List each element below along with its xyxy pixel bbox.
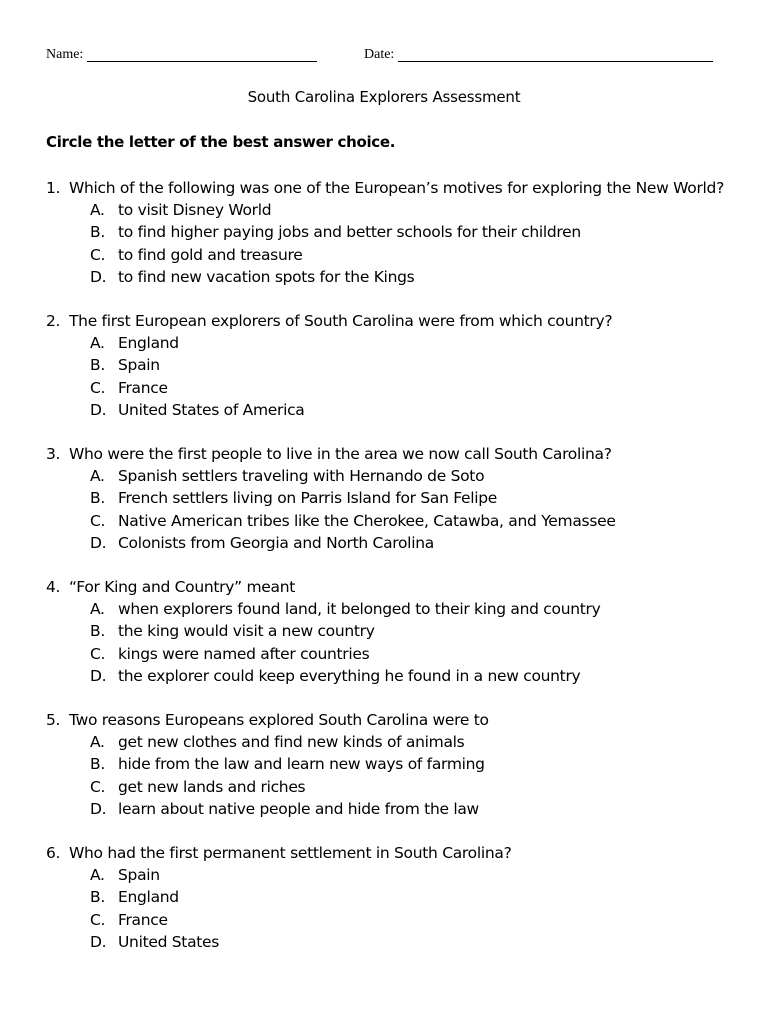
name-field[interactable]	[46, 45, 317, 65]
answer-choice[interactable]	[46, 266, 736, 288]
question-text: Which of the following was one of the European’s motives for exploring the New World?	[69, 179, 725, 197]
answer-choices	[46, 465, 736, 554]
answer-choice[interactable]	[46, 399, 736, 421]
choice-letter[interactable]: A.	[90, 600, 105, 619]
instructions: Circle the letter of the best answer choice.	[46, 133, 396, 151]
choice-text: France	[118, 910, 168, 929]
question-5	[46, 709, 736, 820]
choice-letter[interactable]: D.	[90, 932, 107, 951]
choice-text: England	[118, 888, 179, 907]
question-3	[46, 443, 736, 554]
answer-choice[interactable]	[46, 886, 736, 908]
date-blank-line[interactable]	[398, 47, 713, 62]
choice-letter[interactable]: B.	[90, 223, 105, 242]
answer-choice[interactable]	[46, 510, 736, 532]
date-label: Date:	[364, 47, 395, 62]
choice-letter[interactable]: B.	[90, 489, 105, 508]
question-text: Who had the first permanent settlement in South Carolina?	[69, 844, 512, 863]
choice-text: England	[118, 334, 179, 353]
choice-letter[interactable]: C.	[90, 245, 106, 264]
question-stem	[46, 576, 736, 598]
choice-text: the king would visit a new country	[118, 622, 375, 641]
choice-letter[interactable]: D.	[90, 666, 107, 685]
choice-text: kings were named after countries	[118, 644, 370, 663]
page-title: South Carolina Explorers Assessment	[247, 88, 521, 106]
choice-text: to visit Disney World	[118, 201, 272, 220]
choice-letter[interactable]: B.	[90, 356, 105, 375]
question-stem	[46, 177, 736, 199]
choice-text: United States	[118, 932, 220, 951]
question-stem	[46, 709, 736, 731]
choice-text: Spain	[118, 356, 160, 375]
name-blank-line[interactable]	[87, 47, 317, 62]
answer-choice[interactable]	[46, 244, 736, 266]
question-1	[46, 177, 736, 288]
answer-choices	[46, 332, 736, 421]
choice-text: to find gold and treasure	[118, 245, 303, 264]
choice-text: when explorers found land, it belonged to their king and country	[118, 600, 601, 619]
question-list	[46, 177, 736, 975]
choice-text: to find higher paying jobs and better schools for their children	[118, 223, 581, 242]
choice-letter[interactable]: C.	[90, 910, 106, 929]
question-6	[46, 842, 736, 953]
choice-letter[interactable]: C.	[90, 378, 106, 397]
answer-choice[interactable]	[46, 332, 736, 354]
answer-choices	[46, 731, 736, 820]
question-number: 3.	[46, 445, 61, 464]
question-stem	[46, 842, 736, 864]
answer-choices	[46, 199, 736, 288]
choice-text: Spanish settlers traveling with Hernando de Soto	[118, 467, 485, 486]
choice-letter[interactable]: A.	[90, 201, 105, 220]
choice-letter[interactable]: D.	[90, 799, 107, 818]
choice-letter[interactable]: D.	[90, 533, 107, 552]
choice-letter[interactable]: A.	[90, 467, 105, 486]
worksheet-header	[46, 45, 736, 65]
choice-letter[interactable]: B.	[90, 888, 105, 907]
choice-letter[interactable]: C.	[90, 644, 106, 663]
question-number: 5.	[46, 711, 61, 730]
choice-letter[interactable]: C.	[90, 777, 106, 796]
choice-text: Native American tribes like the Cherokee, Catawba, and Yemassee	[118, 511, 616, 530]
choice-text: United States of America	[118, 400, 305, 419]
question-number: 1.	[46, 179, 61, 197]
choice-text: France	[118, 378, 168, 397]
question-text: Two reasons Europeans explored South Carolina were to	[69, 711, 489, 730]
choice-text: get new clothes and find new kinds of animals	[118, 733, 465, 752]
choice-letter[interactable]: B.	[90, 755, 105, 774]
answer-choice[interactable]	[46, 199, 736, 221]
answer-choice[interactable]	[46, 598, 736, 620]
question-text: The first European explorers of South Carolina were from which country?	[69, 312, 613, 331]
question-stem	[46, 310, 736, 332]
answer-choice[interactable]	[46, 620, 736, 642]
answer-choice[interactable]	[46, 665, 736, 687]
answer-choices	[46, 864, 736, 953]
choice-text: French settlers living on Parris Island for San Felipe	[118, 489, 498, 508]
question-text: “For King and Country” meant	[69, 578, 296, 597]
answer-choice[interactable]	[46, 909, 736, 931]
choice-text: learn about native people and hide from the law	[118, 799, 479, 818]
date-field[interactable]	[364, 45, 713, 65]
choice-letter[interactable]: A.	[90, 334, 105, 353]
choice-letter[interactable]: C.	[90, 511, 106, 530]
choice-letter[interactable]: D.	[90, 267, 107, 286]
answer-choice[interactable]	[46, 931, 736, 953]
choice-letter[interactable]: A.	[90, 866, 105, 885]
question-text: Who were the first people to live in the area we now call South Carolina?	[69, 445, 612, 464]
answer-choice[interactable]	[46, 776, 736, 798]
answer-choice[interactable]	[46, 864, 736, 886]
choice-letter[interactable]: D.	[90, 400, 107, 419]
answer-choice[interactable]	[46, 354, 736, 376]
question-stem	[46, 443, 736, 465]
choice-letter[interactable]: A.	[90, 733, 105, 752]
choice-text: hide from the law and learn new ways of farming	[118, 755, 485, 774]
question-number: 6.	[46, 844, 61, 863]
choice-letter[interactable]: B.	[90, 622, 105, 641]
answer-choice[interactable]	[46, 731, 736, 753]
answer-choice[interactable]	[46, 798, 736, 820]
choice-text: get new lands and riches	[118, 777, 306, 796]
question-number: 4.	[46, 578, 61, 597]
answer-choice[interactable]	[46, 753, 736, 775]
question-4	[46, 576, 736, 687]
answer-choice[interactable]	[46, 487, 736, 509]
question-number: 2.	[46, 312, 61, 331]
choice-text: the explorer could keep everything he found in a new country	[118, 666, 581, 685]
choice-text: to find new vacation spots for the Kings	[118, 267, 415, 286]
question-2	[46, 310, 736, 421]
choice-text: Spain	[118, 866, 160, 885]
name-label: Name:	[46, 47, 84, 62]
answer-choice[interactable]	[46, 532, 736, 554]
answer-choice[interactable]	[46, 221, 736, 243]
answer-choice[interactable]	[46, 377, 736, 399]
answer-choice[interactable]	[46, 643, 736, 665]
answer-choice[interactable]	[46, 465, 736, 487]
answer-choices	[46, 598, 736, 687]
choice-text: Colonists from Georgia and North Carolina	[118, 533, 434, 552]
